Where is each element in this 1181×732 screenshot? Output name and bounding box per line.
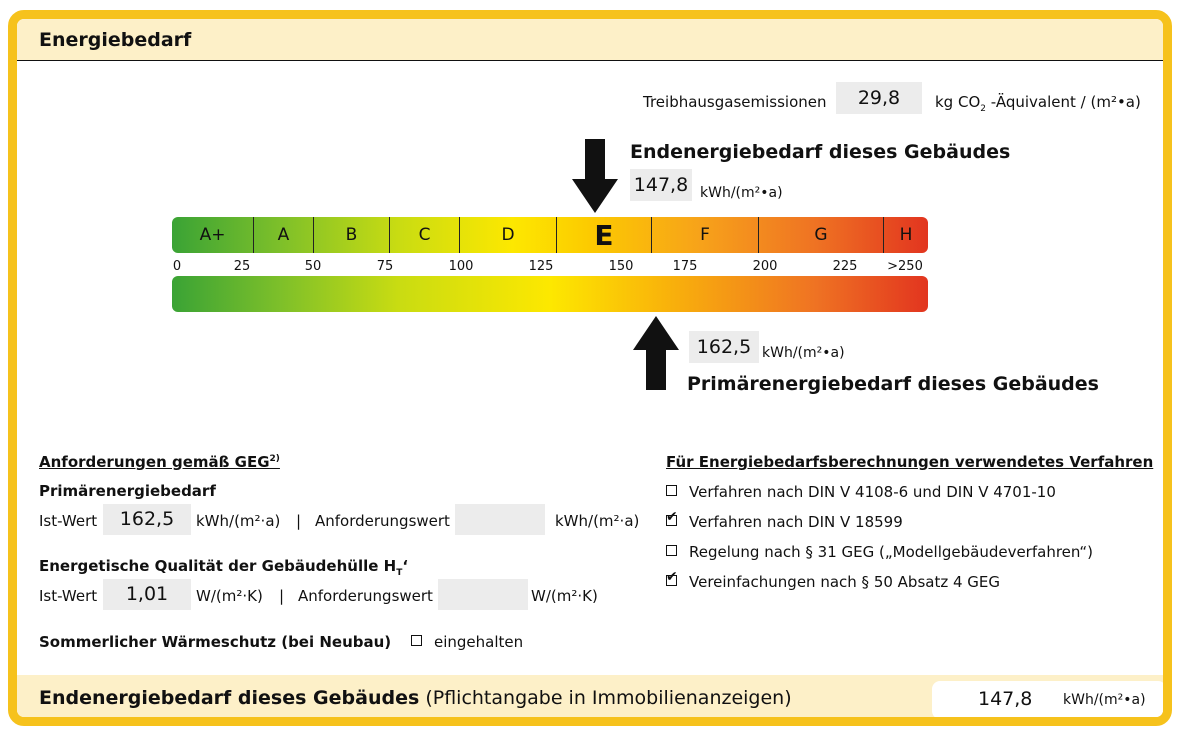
method-option-label: Verfahren nach DIN V 18599 <box>689 513 903 531</box>
envelope-ist-value: 1,01 <box>103 579 191 610</box>
scale-tick-label: 50 <box>304 259 322 274</box>
primary-ist-label: Ist-Wert <box>39 512 98 530</box>
footer-value: 147,8 <box>978 688 1033 710</box>
emissions-unit: kg $CO_2$ -Äquivalent / (m²•a) <box>935 93 1141 114</box>
scale-tick-label: 200 <box>752 259 778 274</box>
energy-class-a: A <box>254 217 314 253</box>
envelope-ist-unit: W/(m²·K) <box>196 587 263 605</box>
final-energy-unit: kWh/(m²•a) <box>700 185 783 201</box>
primary-ist-unit: kWh/(m²·a) <box>196 512 281 530</box>
scale-tick-label: 225 <box>832 259 858 274</box>
primary-energy-arrow-icon <box>633 316 679 390</box>
final-energy-title: Endenergiebedarf dieses Gebäudes <box>630 141 1011 163</box>
scale-tick-label: >250 <box>887 259 923 274</box>
envelope-ist-label: Ist-Wert <box>39 587 98 605</box>
energy-class-c: C <box>390 217 460 253</box>
primary-requirement-unit: kWh/(m²·a) <box>555 512 640 530</box>
summer-protection-option[interactable]: eingehalten <box>411 633 523 651</box>
method-checkbox-checked[interactable] <box>666 575 677 586</box>
primary-requirement-value-label: Anforderungswert <box>315 512 450 530</box>
energy-class-e: E <box>557 217 652 253</box>
section-title: Energiebedarf <box>39 29 192 51</box>
method-option[interactable] <box>666 483 1056 501</box>
summer-protection-checkbox[interactable] <box>411 635 422 646</box>
final-energy-arrow-icon <box>572 139 618 213</box>
scale-tick-label: 150 <box>608 259 634 274</box>
energy-class-a-plus: A+ <box>172 217 254 253</box>
primary-requirement-value <box>455 504 545 535</box>
energy-class-scale <box>172 217 928 253</box>
energy-class-h: H <box>899 225 913 245</box>
method-option[interactable] <box>666 543 1093 561</box>
summer-protection-label: Sommerlicher Wärmeschutz (bei Neubau) <box>39 633 392 651</box>
final-energy-value: 147,8 <box>630 169 692 201</box>
primary-energy-unit: kWh/(m²•a) <box>762 345 845 361</box>
scale-tick-label: 100 <box>448 259 474 274</box>
energy-class-g: G <box>759 217 884 253</box>
method-option[interactable] <box>666 513 903 531</box>
energy-certificate-frame <box>8 10 1172 726</box>
primary-energy-title: Primärenergiebedarf dieses Gebäudes <box>687 373 1099 395</box>
envelope-requirement-unit: W/(m²·K) <box>531 587 598 605</box>
envelope-requirement-value-label: Anforderungswert <box>298 587 433 605</box>
method-checkbox-checked[interactable] <box>666 515 677 526</box>
envelope-quality-label: Energetische Qualität der Gebäudehülle $H_T‘$ <box>39 557 409 578</box>
scale-tick-label: 25 <box>233 259 251 274</box>
primary-energy-value: 162,5 <box>689 331 759 363</box>
footer-unit: kWh/(m²•a) <box>1063 692 1146 708</box>
method-option-label: Regelung nach § 31 GEG („Modellgebäudeverfahren“) <box>689 543 1093 561</box>
energy-gradient-bar <box>172 276 928 312</box>
method-option[interactable] <box>666 573 1000 591</box>
energy-class-f: F <box>652 217 759 253</box>
method-checkbox[interactable] <box>666 485 677 496</box>
footer-title: Endenergiebedarf dieses Gebäudes (Pflichtangabe in Immobilienanzeigen) <box>39 687 792 709</box>
primary-separator: | <box>296 512 302 530</box>
scale-tick-label: 75 <box>376 259 394 274</box>
section-header <box>17 19 1163 61</box>
method-option-label: Verfahren nach DIN V 4108-6 und DIN V 4701-10 <box>689 483 1056 501</box>
footer-value-box <box>932 681 1166 719</box>
scale-tick-label: 175 <box>672 259 698 274</box>
method-option-label: Vereinfachungen nach § 50 Absatz 4 GEG <box>689 573 1001 591</box>
emissions-value: 29,8 <box>836 82 922 114</box>
envelope-requirement-value <box>438 579 528 610</box>
primary-requirement-label: Primärenergiebedarf <box>39 482 216 500</box>
methods-title: Für Energiebedarfsberechnungen verwendetes Verfahren <box>666 453 1154 471</box>
emissions-label: Treibhausgasemissionen <box>643 93 827 111</box>
scale-tick-label: 0 <box>172 259 182 274</box>
footer-bar <box>17 675 1163 726</box>
energy-class-b: B <box>314 217 390 253</box>
envelope-separator: | <box>279 587 285 605</box>
primary-ist-value: 162,5 <box>103 504 191 535</box>
requirements-title: Anforderungen gemäß GEG$^{2)}$ <box>39 453 280 471</box>
method-checkbox[interactable] <box>666 545 677 556</box>
energy-class-d: D <box>460 217 557 253</box>
scale-tick-label: 125 <box>528 259 554 274</box>
